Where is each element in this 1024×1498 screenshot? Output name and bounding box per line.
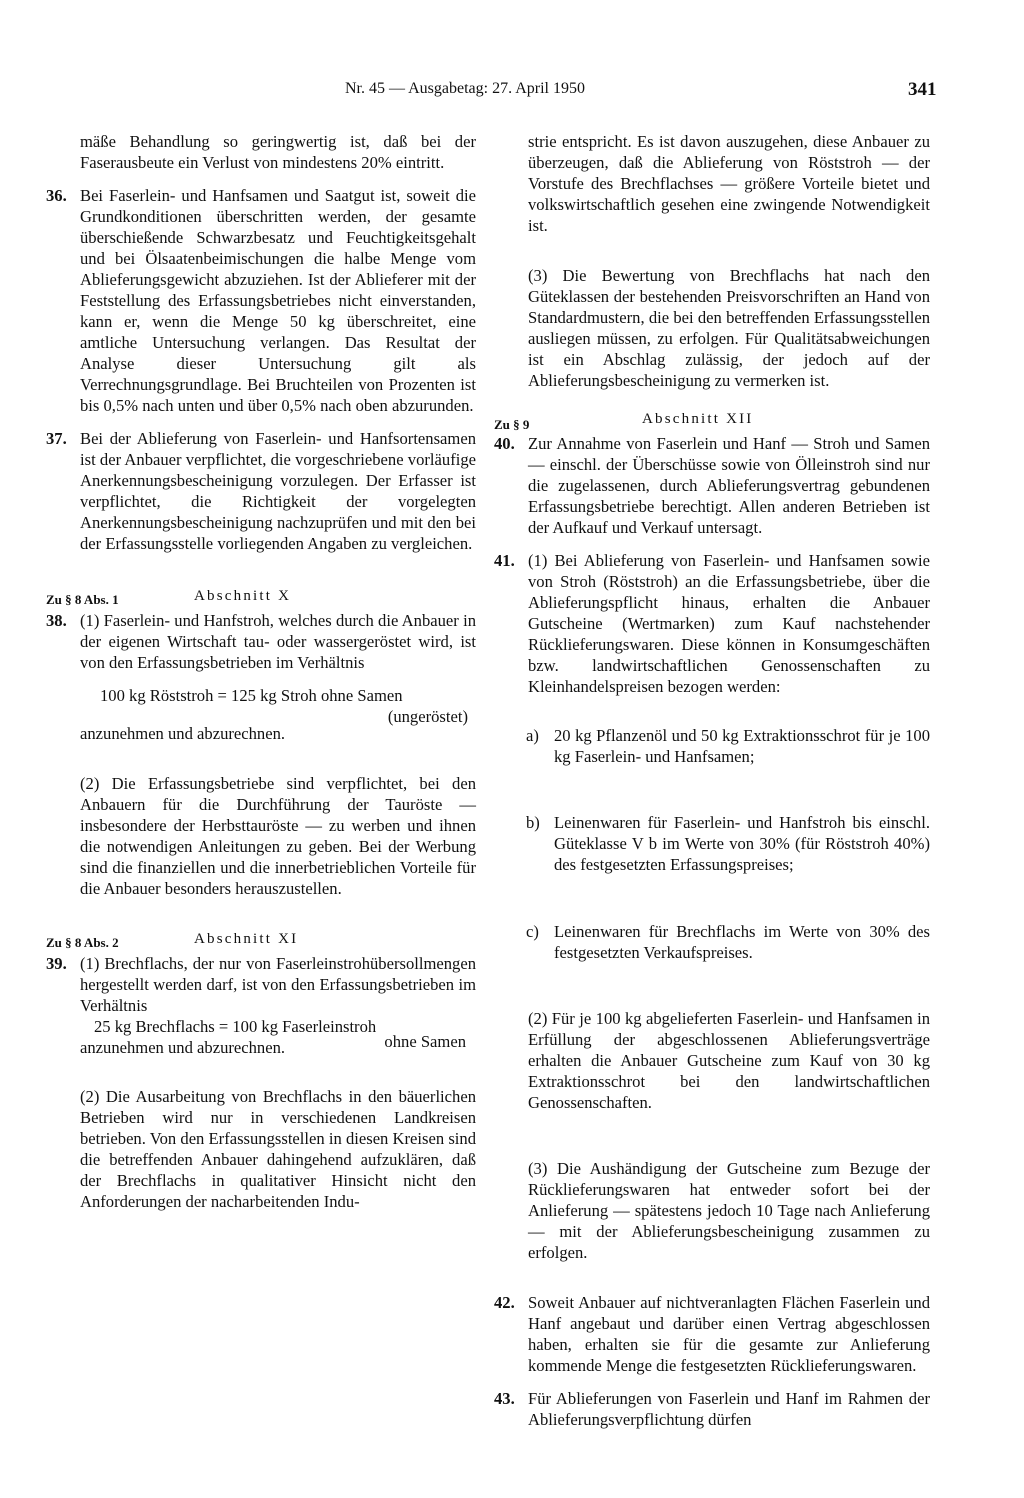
section-reference: Zu § 9 xyxy=(494,416,530,432)
item-text: Bei der Ablieferung von Faserlein- und Hanfsortensamen ist der Anbauer verpflichtet, die vorgeschriebene vorläufige Anerkennungsbescheinigung vorzulegen. Der Erfasser ist verpflichtet, die Richtigkeit der vorgelegten Anerkennungsbescheinigung nachzuprüfen und mit den bei der Erfassungsstelle vorliegenden Angaben zu vergleichen. xyxy=(80,429,476,553)
item-40 xyxy=(494,433,930,538)
paragraph-continuation: mäße Behandlung so geringwertig ist, daß bei der Faserausbeute ein Verlust von mindestens 20% eintritt. xyxy=(80,132,476,172)
section-heading-xii xyxy=(494,411,930,433)
item-38-paragraph-2: (2) Die Erfassungsbetriebe sind verpflichtet, bei den Anbauern für die Durchführung der Tauröste — insbesondere der Herbsttauröste — zu werben und ihnen die notwendigen Anleitungen zu geben. Bei der Werbung sind die finanziellen und die innerbetrieblichen Vorteile für die Anbauer besonders herauszustellen. xyxy=(80,773,476,898)
ratio-formula xyxy=(46,685,476,727)
paragraph-continuation: strie entspricht. Es ist davon auszugehen, diese Anbauer zu überzeugen, daß die Ablieferung von Röststroh — der Vorstufe des Brechflachses — größere Vorteile bietet und volkswirtschaftlich gesehen eine zwingende Notwendigkeit ist. xyxy=(528,132,930,235)
section-heading-xi xyxy=(46,931,476,953)
item-number: 36. xyxy=(46,186,67,205)
section-title: Abschnitt XI xyxy=(194,930,299,947)
item-text: (1) Bei Ablieferung von Faserlein- und Hanfsamen sowie von Stroh (Röststroh) an die Erfassungsbetriebe, über die Ablieferungspflicht hinaus, erhalten die Anbauer Gutscheine (Wertmarken) zum Kauf nachstehender Rücklieferungswaren. Diese können in Konsumgeschäften bzw. landwirtschaftlichen Genossenschaften zu Kleinhandelspreisen bezogen werden: xyxy=(528,550,930,696)
page-header xyxy=(345,80,945,106)
formula-note: ohne Samen xyxy=(384,1031,466,1051)
formula-after-row xyxy=(46,1031,476,1058)
item-number: 37. xyxy=(46,429,67,448)
item-text: Soweit Anbauer auf nichtveranlagten Flächen Faserlein und Hanf angebaut und darüber einen Vertrag abgeschlossen haben, erhalten sie für die gesamte zur Anlieferung kommende Menge die festgesetzten Rücklieferungswaren. xyxy=(528,1292,930,1375)
item-number: 39. xyxy=(46,953,67,973)
issue-line: Nr. 45 — Ausgabetag: 27. April 1950 xyxy=(345,80,585,97)
item-text: (1) Faserlein- und Hanfstroh, welches durch die Anbauer in der eigenen Wirtschaft tau- oder wassergeröstet wird, ist von den Erfassungsbetrieben im Verhältnis xyxy=(80,611,476,672)
formula-after: anzunehmen und abzurechnen. xyxy=(80,724,286,743)
page-number: 341 xyxy=(908,79,937,100)
item-42 xyxy=(494,1292,930,1376)
item-number: 41. xyxy=(494,550,515,570)
sub-item-text: Leinenwaren für Faserlein- und Hanfstroh bis einschl. Güteklasse V b im Werte von 30% (für Röststroh 40%) des festgesetzten Erfassungspreises; xyxy=(554,813,930,875)
sub-item-text: Leinenwaren für Brechflachs im Werte von 30% des festgesetzten Verkaufspreises. xyxy=(554,921,930,962)
formula-line: 25 kg Brechflachs = 100 kg Faserleinstroh xyxy=(94,1016,377,1036)
sub-item-text: 20 kg Pflanzenöl und 50 kg Extraktionsschrot für je 100 kg Faserlein- und Hanfsamen; xyxy=(554,726,930,767)
item-number: 40. xyxy=(494,433,515,453)
item-text: Für Ablieferungen von Faserlein und Hanf im Rahmen der Ablieferungsverpflichtung dürfen xyxy=(528,1388,930,1429)
sub-item-label: b) xyxy=(526,813,540,833)
item-41-paragraph-2: (2) Für je 100 kg abgelieferten Faserlein- und Hanfsamen in Erfüllung der abgeschlossenen Ablieferungsverträge erhalten die Anbauer Gutscheine zum Kauf von 30 kg Extraktionsschrot bei den landwirtschaftlichen Genossenschaften. xyxy=(528,1008,930,1112)
formula-note: (ungeröstet) xyxy=(387,707,468,726)
section-heading-x xyxy=(46,588,476,610)
item-text: (1) Brechflachs, der nur von Faserleinstrohübersollmengen hergestellt werden darf, ist von den Erfassungsbetrieben im Verhältnis xyxy=(80,953,476,1015)
item-37 xyxy=(46,428,476,554)
item-39-paragraph-3: (3) Die Bewertung von Brechflachs hat nach den Güteklassen der bestehenden Preisvorschriften an Hand von Standardmustern, die bei den betreffenden Erfassungsstellen ausliegen müssen, zu erfolgen. Für Qualitätsabweichungen ist ein Abschlag zulässig, der jedoch auf der Ablieferungsbescheinigung zu vermerken ist. xyxy=(528,265,930,390)
section-reference: Zu § 8 Abs. 2 xyxy=(46,934,119,950)
sub-item-c xyxy=(494,921,930,963)
sub-item-a xyxy=(494,725,930,767)
formula-line: 100 kg Röststroh = 125 kg Stroh ohne Samen xyxy=(100,686,403,705)
section-title: Abschnitt X xyxy=(194,588,292,604)
item-39-paragraph-2: (2) Die Ausarbeitung von Brechflachs in den bäuerlichen Betrieben wird nur in verschiedenen Landkreisen betrieben. Von den Erfassungsstellen in diesen Kreisen sind die betreffenden Anbauer dahingehend aufzuklären, daß der Brechflachs in qualitativer Hinsicht nicht den Anforderungen der nacharbeitenden Indu- xyxy=(80,1087,476,1212)
item-39 xyxy=(46,953,476,1016)
item-number: 43. xyxy=(494,1388,515,1408)
item-36 xyxy=(46,185,476,416)
item-41 xyxy=(494,550,930,697)
item-number: 42. xyxy=(494,1292,515,1312)
section-title: Abschnitt XII xyxy=(642,410,754,427)
section-reference: Zu § 8 Abs. 1 xyxy=(46,592,119,607)
item-text: Bei Faserlein- und Hanfsamen und Saatgut ist, soweit die Grundkonditionen überschritten werden, der gesamte überschießende Schwarzbesatz und Feuchtigkeitsgehalt und bei Ölsaatenbeimischungen die halbe Menge vom Ablieferungsgewicht abzuziehen. Ist der Ablieferer mit der Feststellung des Erfassungsbetriebes nicht einverstanden, kann er, wenn die Menge 50 kg überschreitet, eine amtliche Untersuchung verlangen. Das Resultat der Analyse dieser Untersuchung gilt als Verrechnungsgrundlage. Bei Bruchteilen von Prozenten ist bis 0,5% nach unten und über 0,5% nach oben abzurunden. xyxy=(80,186,476,415)
left-column xyxy=(46,131,476,1229)
sub-item-b xyxy=(494,812,930,875)
item-number: 38. xyxy=(46,611,67,630)
right-column xyxy=(494,131,930,1430)
item-41-paragraph-3: (3) Die Aushändigung der Gutscheine zum Bezuge der Rücklieferungswaren hat entweder sofort bei der Anlieferung — spätestens jedoch 10 Tage nach Anlieferung — mit der Ablieferungsbescheinigung zusammen zu erfolgen. xyxy=(528,1158,930,1262)
sub-item-label: c) xyxy=(526,921,539,941)
item-43 xyxy=(494,1388,930,1430)
item-38 xyxy=(46,610,476,673)
sub-item-label: a) xyxy=(526,726,539,746)
formula-after: anzunehmen und abzurechnen. xyxy=(80,1037,286,1057)
item-text: Zur Annahme von Faserlein und Hanf — Stroh und Samen — einschl. der Überschüsse sowie von Ölleinstroh sind nur die zugelassenen, durch Ablieferungsvertrag gebundenen Erfassungsbetriebe berechtigt. Allen anderen Betrieben ist der Aufkauf und Verkauf untersagt. xyxy=(528,433,930,537)
